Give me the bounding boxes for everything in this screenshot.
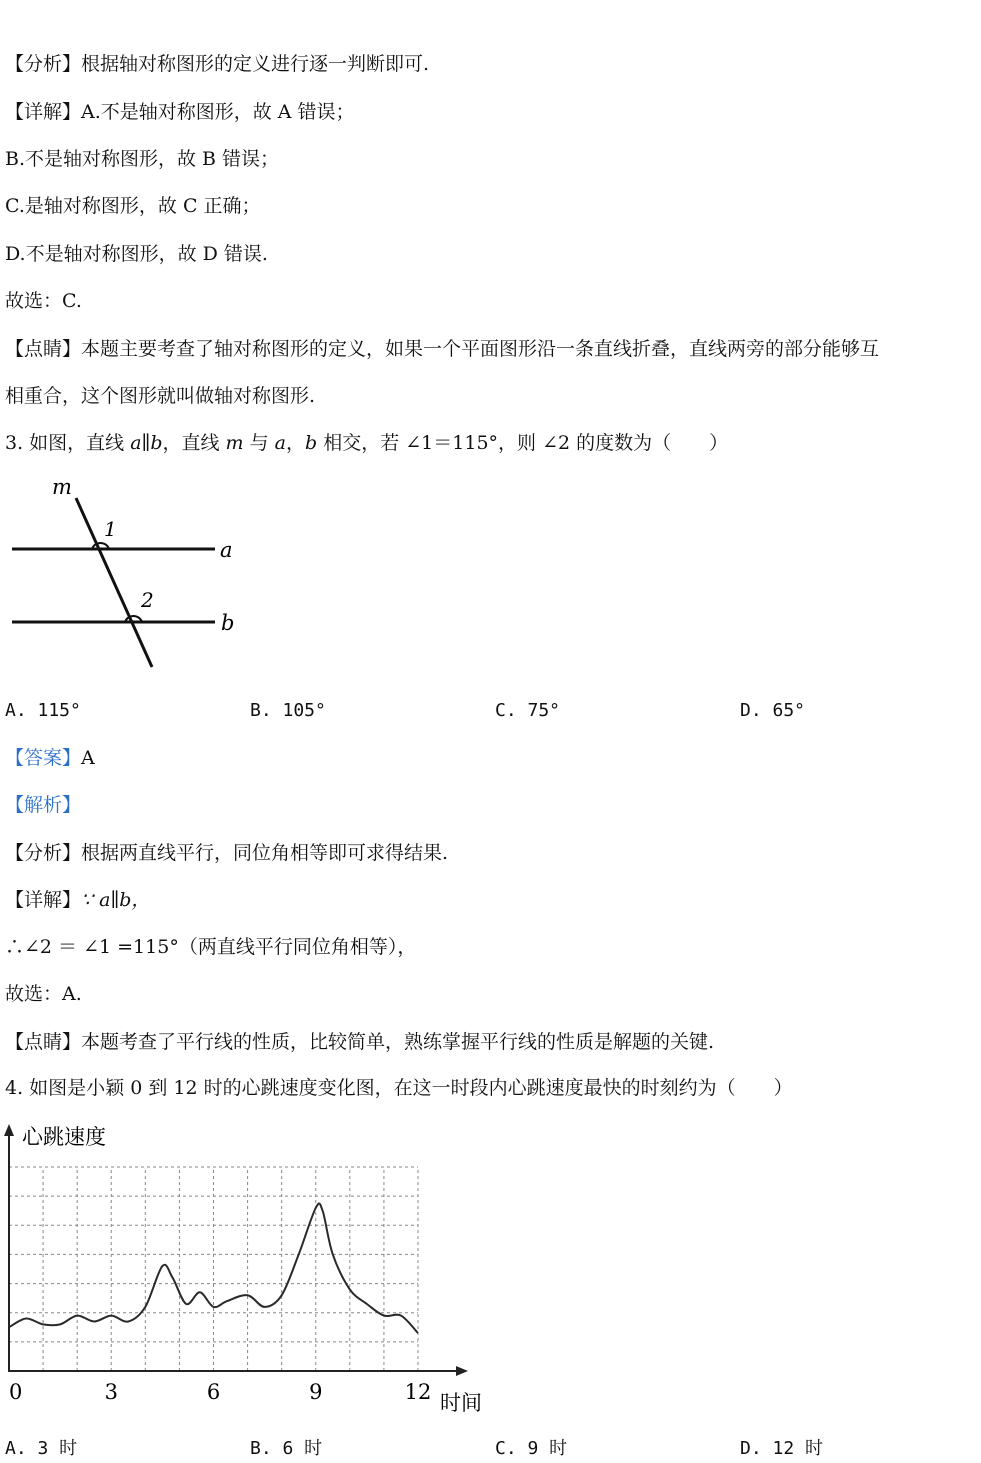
q3-stem-line-m: m bbox=[225, 432, 244, 454]
q3-stem-line-b: b bbox=[305, 432, 318, 454]
label-1: 1 bbox=[104, 517, 117, 541]
q3-stem-parallel: a∥b bbox=[130, 432, 163, 454]
q3-option-d: D. 65° bbox=[740, 700, 806, 721]
q3-option-a: A. 115° bbox=[5, 700, 81, 721]
q2-comment-line-2: 相重合，这个图形就叫做轴对称图形. bbox=[5, 385, 316, 407]
q3-analysis-tag: 【解析】 bbox=[5, 794, 82, 816]
q3-stem-rest: 相交，若 ∠1＝115°，则 ∠2 的度数为（ ） bbox=[317, 432, 729, 454]
detail-because-text: ∵ a∥b， bbox=[81, 889, 151, 911]
q3-stem-line-a: a bbox=[274, 432, 286, 454]
y-axis-label: 心跳速度 bbox=[22, 1125, 106, 1149]
detail-tag: 【详解】 bbox=[5, 889, 82, 911]
q2-detail-b: B.不是轴对称图形，故 B 错误； bbox=[5, 148, 280, 170]
q2-analysis: 【分析】根据轴对称图形的定义进行逐一判断即可. bbox=[5, 53, 430, 75]
x-tick-label: 12 bbox=[404, 1380, 432, 1404]
x-tick-label: 3 bbox=[104, 1380, 118, 1404]
label-2: 2 bbox=[141, 588, 154, 612]
q3-stem-comma: ， bbox=[286, 432, 306, 454]
x-axis-label: 时间 bbox=[440, 1391, 482, 1415]
label-b: b bbox=[221, 611, 235, 635]
q4-option-b: B. 6 时 bbox=[250, 1438, 323, 1459]
q3-option-c: C. 75° bbox=[495, 700, 561, 721]
q3-stem-mid2: 与 bbox=[243, 432, 275, 454]
q3-parallel-lines-figure bbox=[0, 470, 260, 675]
q2-comment-line-1: 【点睛】本题主要考查了轴对称图形的定义，如果一个平面图形沿一条直线折叠，直线两旁的部分能够互 bbox=[5, 338, 880, 360]
q3-stem-prefix: 3. 如图，直线 bbox=[5, 432, 131, 454]
x-axis-arrow bbox=[456, 1366, 468, 1376]
answer-tag: 【答案】 bbox=[5, 747, 82, 769]
x-tick-label: 0 bbox=[9, 1380, 23, 1404]
q4-option-c: C. 9 时 bbox=[495, 1438, 568, 1459]
q4-option-a: A. 3 时 bbox=[5, 1438, 78, 1459]
x-tick-label: 6 bbox=[206, 1380, 221, 1404]
q3-stem bbox=[5, 431, 728, 455]
q2-detail-a: 【详解】A.不是轴对称图形，故 A 错误； bbox=[5, 101, 355, 123]
q3-detail-therefore: ∴∠2 ＝ ∠1 =115°（两直线平行同位角相等）， bbox=[5, 936, 417, 958]
x-tick-label: 9 bbox=[309, 1380, 323, 1404]
y-axis-arrow bbox=[4, 1124, 14, 1136]
answer-value: A bbox=[81, 747, 95, 769]
label-m: m bbox=[52, 475, 72, 499]
q2-detail-c: C.是轴对称图形，故 C 正确； bbox=[5, 195, 261, 217]
q2-detail-d: D.不是轴对称图形，故 D 错误. bbox=[5, 243, 268, 265]
q4-stem: 4. 如图是小颖 0 到 12 时的心跳速度变化图，在这一时段内心跳速度最快的时刻约为（ ） bbox=[5, 1077, 793, 1099]
q3-detail-because bbox=[5, 888, 150, 912]
q3-option-b: B. 105° bbox=[250, 700, 326, 721]
heart-rate-chart bbox=[0, 1120, 500, 1420]
q3-answer bbox=[5, 746, 95, 770]
q4-option-d: D. 12 时 bbox=[740, 1438, 824, 1459]
q2-choice: 故选：C. bbox=[5, 290, 82, 312]
q3-choice: 故选：A. bbox=[5, 983, 82, 1005]
label-a: a bbox=[220, 538, 233, 562]
q3-analysis: 【分析】根据两直线平行，同位角相等即可求得结果. bbox=[5, 842, 449, 864]
q3-comment: 【点睛】本题考查了平行线的性质，比较简单，熟练掌握平行线的性质是解题的关键. bbox=[5, 1031, 715, 1053]
q3-stem-mid: ，直线 bbox=[162, 432, 226, 454]
